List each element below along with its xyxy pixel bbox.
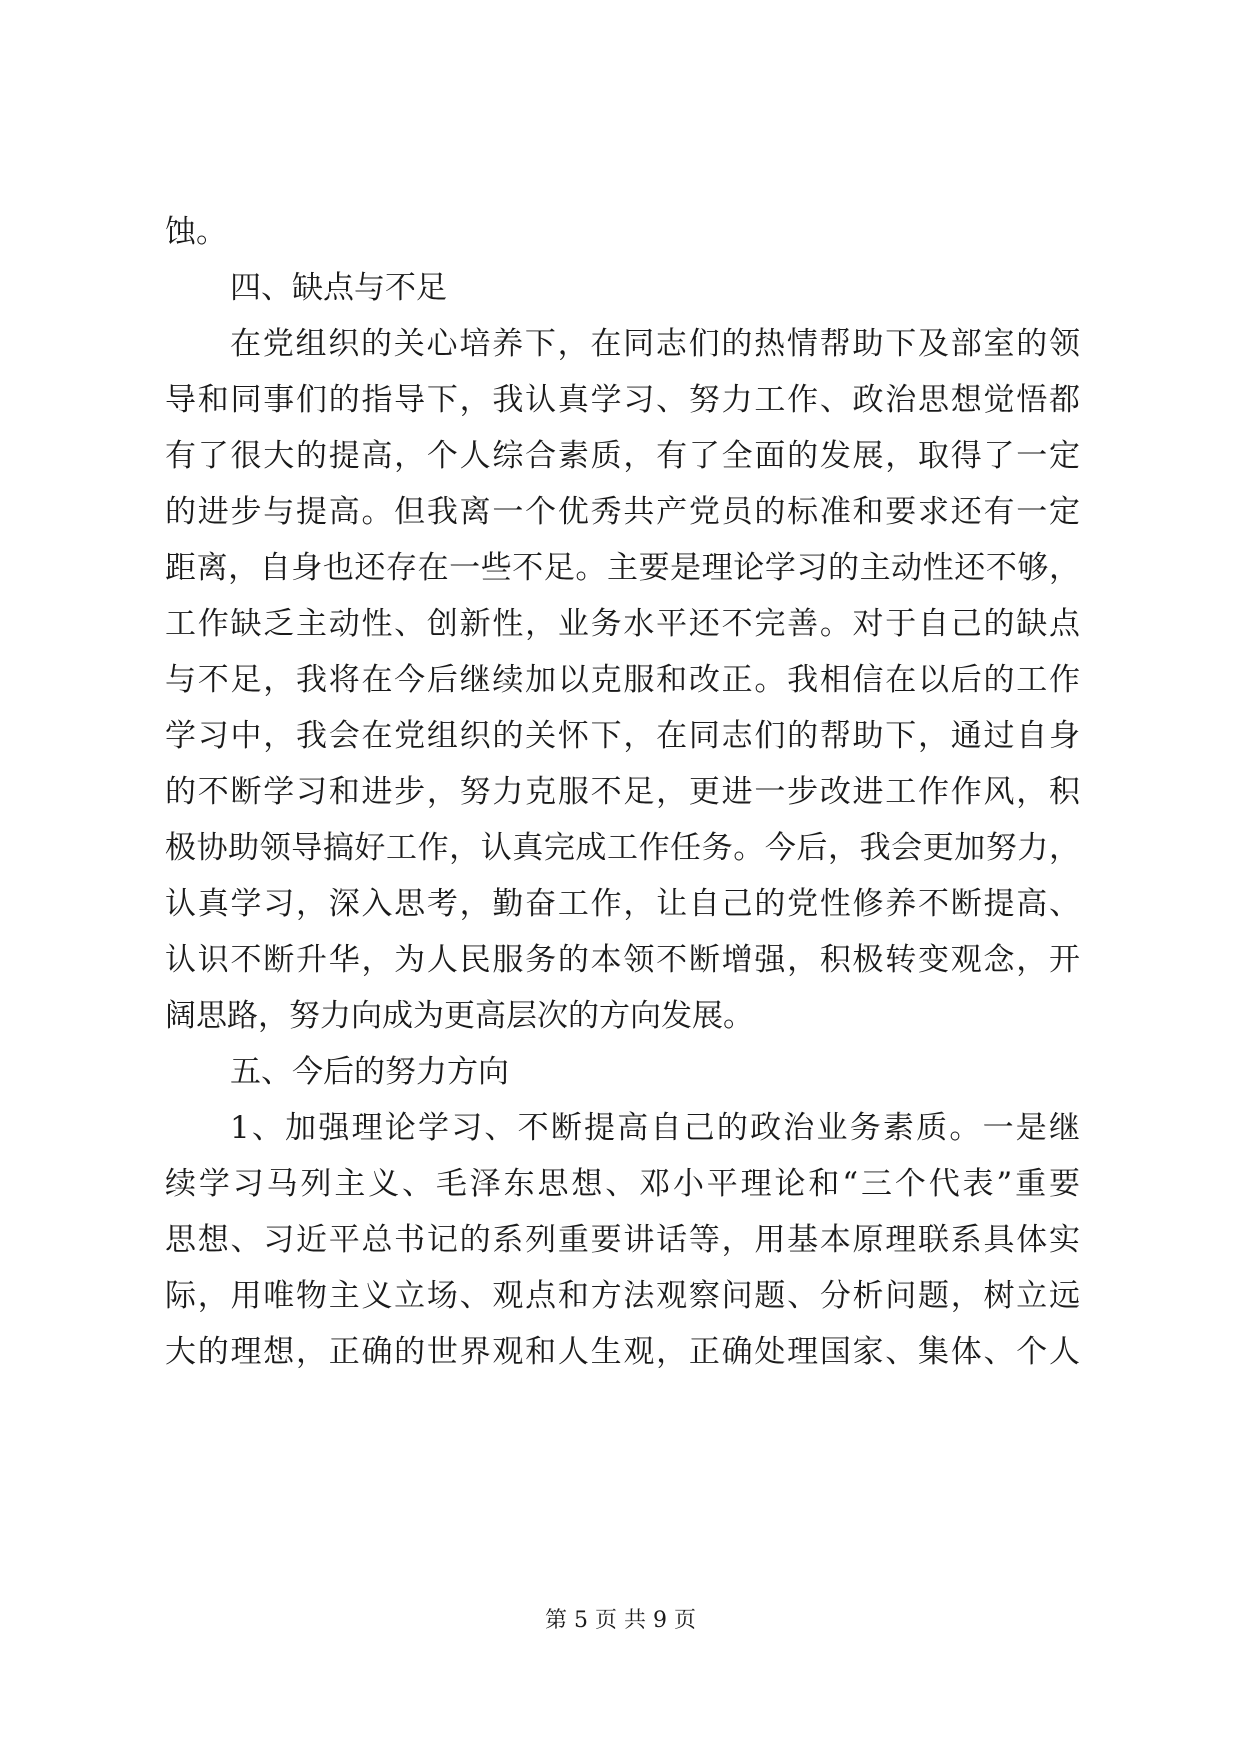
paragraph-line: 1、加强理论学习、不断提高自己的政治业务素质。一是继 [230, 1110, 1080, 1146]
page-number-footer: 第 5 页 共 9 页 [545, 1608, 696, 1633]
paragraph-line: 极协助领导搞好工作，认真完成工作任务。今后，我会更加努力， [165, 830, 1080, 866]
paragraph-line: 学习中，我会在党组织的关怀下，在同志们的帮助下，通过自身 [165, 718, 1080, 754]
paragraph-line: 思想、习近平总书记的系列重要讲话等，用基本原理联系具体实 [165, 1222, 1080, 1258]
paragraph-line: 蚀。 [165, 214, 227, 250]
paragraph-line: 工作缺乏主动性、创新性，业务水平还不完善。对于自己的缺点 [165, 606, 1080, 642]
paragraph-line: 与不足，我将在今后继续加以克服和改正。我相信在以后的工作 [165, 662, 1080, 698]
paragraph-line: 认真学习，深入思考，勤奋工作，让自己的党性修养不断提高、 [165, 886, 1080, 922]
paragraph-line: 有了很大的提高，个人综合素质，有了全面的发展，取得了一定 [165, 438, 1080, 474]
paragraph-line: 续学习马列主义、毛泽东思想、邓小平理论和“三个代表”重要 [165, 1166, 1080, 1202]
section-heading: 四、缺点与不足 [230, 270, 447, 306]
paragraph-line: 大的理想，正确的世界观和人生观，正确处理国家、集体、个人 [165, 1334, 1080, 1370]
paragraph-line: 的不断学习和进步，努力克服不足，更进一步改进工作作风，积 [165, 774, 1080, 810]
paragraph-line: 际，用唯物主义立场、观点和方法观察问题、分析问题，树立远 [165, 1278, 1080, 1314]
paragraph-line: 阔思路，努力向成为更高层次的方向发展。 [165, 998, 754, 1034]
section-heading: 五、今后的努力方向 [230, 1054, 509, 1090]
paragraph-line: 导和同事们的指导下，我认真学习、努力工作、政治思想觉悟都 [165, 382, 1080, 418]
paragraph-line: 的进步与提高。但我离一个优秀共产党员的标准和要求还有一定 [165, 494, 1080, 530]
paragraph-line: 认识不断升华，为人民服务的本领不断增强，积极转变观念，开 [165, 942, 1080, 978]
paragraph-line: 在党组织的关心培养下，在同志们的热情帮助下及部室的领 [230, 326, 1080, 362]
paragraph-line: 距离，自身也还存在一些不足。主要是理论学习的主动性还不够， [165, 550, 1080, 586]
